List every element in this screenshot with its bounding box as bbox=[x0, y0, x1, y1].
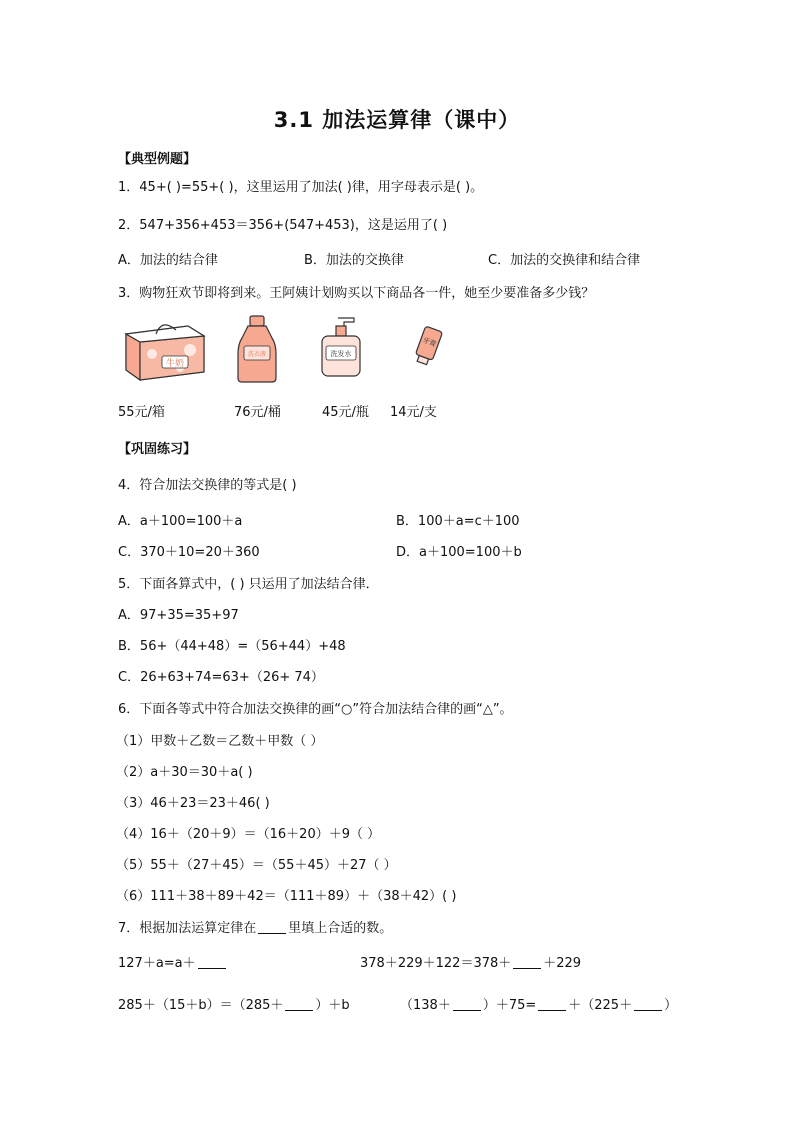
q4-option-d: D．a＋100=100＋b bbox=[396, 545, 522, 560]
q6-item-1: （1）甲数＋乙数＝乙数＋甲数（ ） bbox=[116, 734, 324, 749]
eq2-part-a: 378＋229＋122＝378＋ bbox=[360, 956, 512, 971]
answer-blank[interactable] bbox=[513, 967, 541, 969]
eq4-part-a: （138＋ bbox=[400, 998, 451, 1013]
price-milk: 55元/箱 bbox=[118, 405, 165, 420]
q7-text-end: 里填上合适的数。 bbox=[288, 921, 393, 936]
question-1: 1．45+( )=55+( )，这里运用了加法( )律，用字母表示是( )。 bbox=[118, 180, 484, 195]
q7-text-start: 7．根据加法运算定律在 bbox=[118, 921, 257, 936]
price-detergent: 76元/桶 bbox=[234, 405, 281, 420]
eq3-part-a: 285＋（15＋b）＝（285＋ bbox=[118, 998, 284, 1013]
eq2-part-b: ＋229 bbox=[543, 956, 582, 971]
page-title: 3.1 加法运算律（课中） bbox=[273, 108, 521, 132]
q5-option-c: C．26+63+74=63+（26+ 74） bbox=[118, 670, 324, 685]
question-3: 3．购物狂欢节即将到来。王阿姨计划购买以下商品各一件，她至少要准备多少钱？ bbox=[118, 286, 595, 301]
eq4-part-c: ＋（225＋ bbox=[568, 998, 633, 1013]
section-heading-examples: 【典型例题】 bbox=[118, 152, 197, 167]
question-7 bbox=[118, 917, 392, 936]
question-5: 5．下面各算式中，( ) 只运用了加法结合律． bbox=[118, 577, 379, 592]
q2-option-c: C．加法的交换律和结合律 bbox=[488, 253, 641, 268]
answer-blank[interactable] bbox=[453, 1009, 481, 1011]
detergent-bottle-icon bbox=[234, 314, 280, 384]
q6-item-3: （3）46＋23＝23＋46( ) bbox=[116, 796, 270, 811]
q6-item-4: （4）16＋（20＋9）＝（16＋20）＋9（ ） bbox=[116, 827, 381, 842]
eq4-part-b: ）＋75= bbox=[482, 998, 537, 1013]
q7-equation-4 bbox=[400, 994, 677, 1013]
q6-item-2: （2）a＋30＝30＋a( ) bbox=[116, 765, 253, 780]
q4-option-c: C．370＋10=20＋360 bbox=[118, 545, 260, 560]
q2-option-b: B．加法的交换律 bbox=[304, 253, 404, 268]
q6-item-5: （5）55＋（27＋45）＝（55＋45）＋27（ ） bbox=[116, 858, 397, 873]
q2-option-a: A．加法的结合律 bbox=[118, 253, 218, 268]
section-heading-practice: 【巩固练习】 bbox=[118, 442, 197, 457]
eq4-part-d: ） bbox=[664, 998, 678, 1013]
milk-label: 牛奶 bbox=[165, 359, 185, 369]
eq3-part-b: ）＋b bbox=[315, 998, 350, 1013]
toothpaste-icon bbox=[410, 324, 446, 368]
answer-blank[interactable] bbox=[258, 932, 286, 934]
answer-blank[interactable] bbox=[198, 967, 226, 969]
question-6: 6．下面各等式中符合加法交换律的画“○”符合加法结合律的画“△”。 bbox=[118, 702, 513, 717]
q4-option-b: B．100＋a=c＋100 bbox=[396, 514, 520, 529]
detergent-label: 洗衣液 bbox=[247, 351, 267, 358]
q6-item-6: （6）111＋38＋89＋42＝（111＋89）＋（38＋42）( ) bbox=[116, 889, 457, 904]
answer-blank[interactable] bbox=[285, 1009, 313, 1011]
toothpaste-label: 牙膏 bbox=[421, 336, 438, 349]
q7-equation-1 bbox=[118, 952, 228, 971]
answer-blank[interactable] bbox=[538, 1009, 566, 1011]
question-2: 2．547+356+453＝356+(547+453)，这是运用了( ) bbox=[118, 218, 448, 233]
shampoo-label: 洗发水 bbox=[330, 350, 352, 358]
milk-box-icon bbox=[118, 316, 210, 382]
q7-equation-2 bbox=[360, 952, 581, 971]
question-4: 4．符合加法交换律的等式是( ) bbox=[118, 478, 297, 493]
q5-option-b: B．56+（44+48）=（56+44）+48 bbox=[118, 639, 346, 654]
q5-option-a: A．97+35=35+97 bbox=[118, 608, 239, 623]
price-shampoo: 45元/瓶 bbox=[322, 405, 369, 420]
shampoo-bottle-icon bbox=[318, 316, 364, 378]
eq1-part-a: 127＋a=a＋ bbox=[118, 956, 196, 971]
q4-option-a: A．a＋100=100＋a bbox=[118, 514, 243, 529]
price-toothpaste: 14元/支 bbox=[390, 405, 437, 420]
q7-equation-3 bbox=[118, 994, 350, 1013]
answer-blank[interactable] bbox=[634, 1009, 662, 1011]
